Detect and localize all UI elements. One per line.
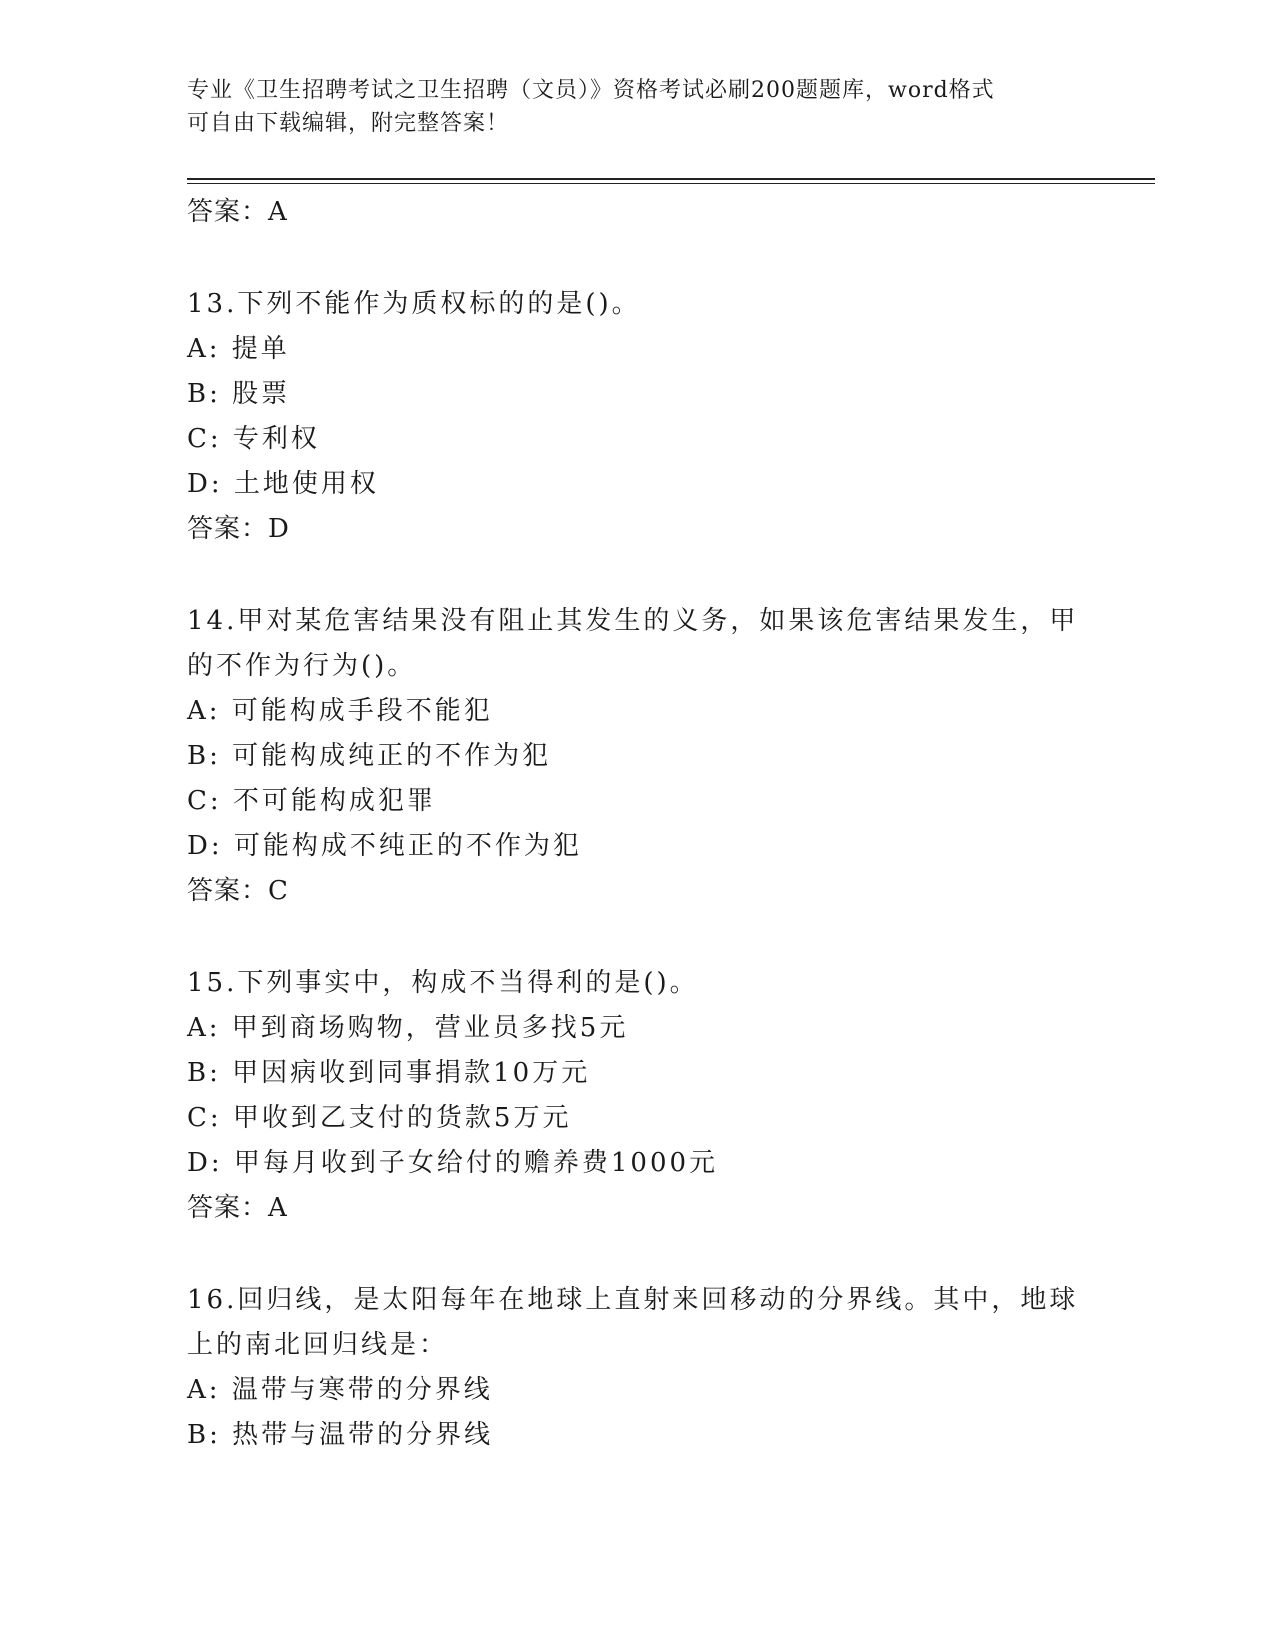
document-header [187,74,1087,140]
option-d: D: 甲每月收到子女给付的赡养费1000元 [187,1148,719,1178]
option-d: D: 土地使用权 [187,469,379,499]
option-b: B: 热带与温带的分界线 [187,1420,494,1450]
question-14 [187,599,1087,914]
header-rule-thin [187,183,1155,184]
question-15 [187,961,1087,1231]
option-c: C: 不可能构成犯罪 [187,786,436,816]
option-b: B: 甲因病收到同事捐款10万元 [187,1058,591,1088]
document-page [187,0,1162,1650]
option-c: C: 专利权 [187,424,320,454]
question-stem-line-1: 14.甲对某危害结果没有阻止其发生的义务，如果该危害结果发生，甲 [187,606,1079,636]
question-16 [187,1278,1087,1458]
option-a: A: 甲到商场购物，营业员多找5元 [187,1013,629,1043]
header-rule-thick [187,178,1155,180]
question-13 [187,282,1087,552]
question-stem: 15.下列事实中，构成不当得利的是()。 [187,968,699,998]
option-a: A: 提单 [187,334,290,364]
answer-line: 答案：A [187,197,288,227]
option-d: D: 可能构成不纯正的不作为犯 [187,831,582,861]
option-b: B: 可能构成纯正的不作为犯 [187,741,552,771]
header-line-1: 专业《卫生招聘考试之卫生招聘（文员）》资格考试必刷200题题库，word格式 [187,78,995,103]
option-a: A: 温带与寒带的分界线 [187,1375,493,1405]
answer-line: 答案：D [187,514,290,544]
option-b: B: 股票 [187,379,291,409]
answer-line: 答案：A [187,1193,288,1223]
option-c: C: 甲收到乙支付的货款5万元 [187,1103,572,1133]
option-a: A: 可能构成手段不能犯 [187,696,493,726]
question-stem-line-2: 的不作为行为()。 [187,651,417,681]
header-line-2: 可自由下载编辑，附完整答案！ [187,111,510,136]
question-stem-line-2: 上的南北回归线是： [187,1330,449,1360]
question-stem: 13.下列不能作为质权标的的是()。 [187,289,641,319]
question-stem-line-1: 16.回归线，是太阳每年在地球上直射来回移动的分界线。其中，地球 [187,1285,1079,1315]
answer-line: 答案：C [187,876,289,906]
document-content [187,190,1087,1458]
